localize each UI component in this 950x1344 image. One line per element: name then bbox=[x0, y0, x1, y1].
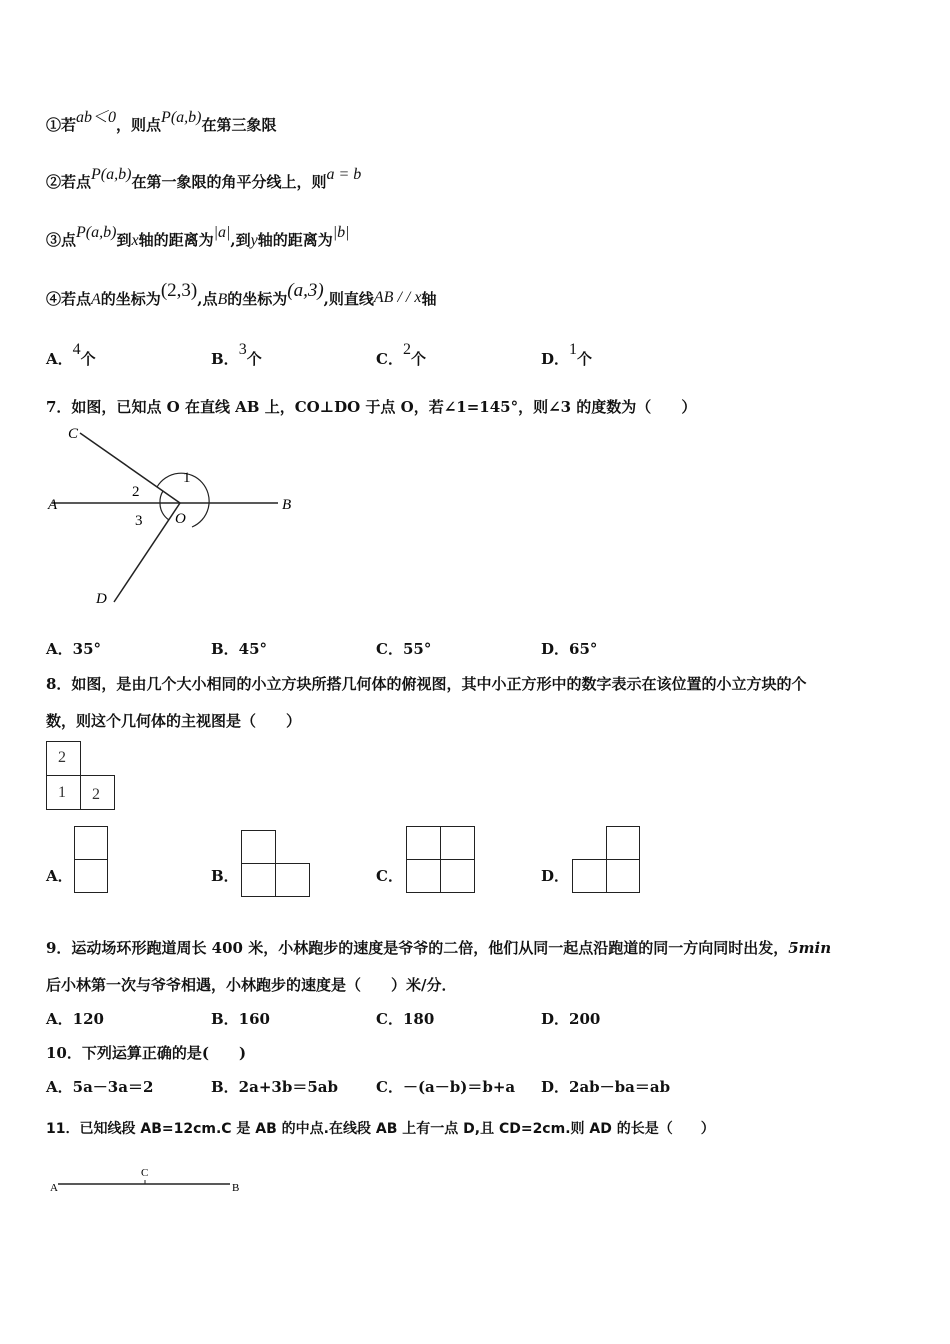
q10-option-b[interactable]: B．2a+3b＝5ab bbox=[211, 1078, 338, 1096]
math: |a| bbox=[213, 224, 231, 241]
angle-2-arc bbox=[160, 491, 163, 503]
cube-face bbox=[606, 826, 640, 860]
q9-stem-line-1 bbox=[46, 937, 831, 958]
letter: B． bbox=[211, 350, 239, 368]
label-a: A bbox=[48, 497, 58, 513]
math: P(a,b) bbox=[91, 166, 132, 183]
cell-count: 1 bbox=[58, 784, 66, 801]
q9-option-b[interactable]: B．160 bbox=[211, 1010, 270, 1028]
q6-statement-4 bbox=[46, 280, 437, 310]
cube-face bbox=[572, 859, 607, 893]
unit: 个 bbox=[80, 350, 96, 368]
math: |b| bbox=[332, 224, 350, 241]
grid-cell-top bbox=[46, 741, 81, 776]
q7-figure bbox=[40, 420, 310, 610]
text: 在第一象限的角平分线上，则 bbox=[131, 173, 327, 191]
q6-option-a[interactable] bbox=[46, 341, 96, 369]
unit: 个 bbox=[246, 350, 262, 368]
q6-statement-3 bbox=[46, 224, 350, 250]
text: 轴的距离为 bbox=[138, 231, 214, 249]
math: A bbox=[91, 291, 101, 308]
text: ④若点 bbox=[46, 290, 92, 308]
text: ，则点 bbox=[116, 116, 162, 134]
text: 到 bbox=[116, 231, 132, 249]
q7-option-d[interactable]: D．65° bbox=[541, 640, 598, 658]
cell-count: 2 bbox=[58, 749, 66, 766]
text: 轴 bbox=[421, 290, 437, 308]
math: AB / / x bbox=[373, 289, 422, 306]
value: 3 bbox=[238, 341, 247, 358]
cell-count: 2 bbox=[92, 786, 100, 803]
q9-option-a[interactable]: A．120 bbox=[46, 1010, 104, 1028]
q9-option-d[interactable]: D．200 bbox=[541, 1010, 601, 1028]
cube-face bbox=[74, 826, 108, 860]
label-a: A bbox=[50, 1182, 58, 1194]
label-angle-1: 1 bbox=[183, 470, 191, 486]
math: (2,3) bbox=[160, 280, 198, 301]
text: ,点 bbox=[197, 290, 218, 308]
cube-face bbox=[606, 859, 640, 893]
cube-face bbox=[241, 830, 276, 864]
angle-3-arc bbox=[160, 503, 169, 520]
q8-stem-line-1: 8．如图，是由几个大小相同的小立方块所搭几何体的俯视图，其中小正方形中的数字表示在该位置的小立方块的个 bbox=[46, 675, 807, 693]
cube-face bbox=[74, 859, 108, 893]
label-c: C bbox=[68, 426, 79, 442]
cube-face bbox=[275, 863, 310, 897]
letter: D． bbox=[541, 350, 570, 368]
q10-option-a[interactable]: A．5a－3a＝2 bbox=[46, 1078, 154, 1096]
letter: A． bbox=[46, 350, 73, 368]
math: 5min bbox=[788, 939, 832, 957]
text: 在第三象限 bbox=[201, 116, 277, 134]
cube-face bbox=[440, 859, 475, 893]
q9-stem-line-2: 后小林第一次与爷爷相遇，小林跑步的速度是（ ）米/分． bbox=[46, 976, 457, 994]
value: 1 bbox=[569, 341, 578, 358]
q11-figure bbox=[44, 1160, 254, 1200]
math: (a,3) bbox=[287, 280, 324, 301]
q6-option-d[interactable] bbox=[541, 341, 593, 369]
math: a = b bbox=[326, 166, 362, 183]
value: 2 bbox=[402, 341, 411, 358]
q8-option-b[interactable]: B． bbox=[211, 867, 239, 885]
ray-od bbox=[114, 503, 180, 602]
q7-option-a[interactable]: A．35° bbox=[46, 640, 102, 658]
math: P(a,b) bbox=[76, 224, 117, 241]
cube-face bbox=[241, 863, 276, 897]
math: y bbox=[250, 232, 258, 249]
text: ,到 bbox=[230, 231, 251, 249]
q6-statement-2 bbox=[46, 166, 362, 192]
q9-option-c[interactable]: C．180 bbox=[376, 1010, 435, 1028]
text: 的坐标为 bbox=[100, 290, 161, 308]
text: ②若点 bbox=[46, 173, 92, 191]
label-o: O bbox=[175, 511, 186, 527]
cube-face bbox=[406, 826, 441, 860]
q10-option-d[interactable]: D．2ab－ba＝ab bbox=[541, 1078, 671, 1096]
q11-stem: 11．已知线段 AB=12cm.C 是 AB 的中点.在线段 AB 上有一点 D,且 CD=2cm.则 AD 的长是（ ） bbox=[46, 1121, 715, 1137]
grid-cell-bottom-right bbox=[80, 775, 115, 810]
q6-statement-1 bbox=[46, 109, 277, 135]
label-b: B bbox=[282, 497, 292, 513]
q7-option-b[interactable]: B．45° bbox=[211, 640, 268, 658]
label-angle-2: 2 bbox=[132, 484, 140, 500]
label-angle-3: 3 bbox=[135, 513, 143, 529]
q10-option-c[interactable]: C．－(a－b)＝b+a bbox=[376, 1078, 516, 1096]
text: ,则直线 bbox=[323, 290, 374, 308]
math: ab＜0 bbox=[76, 109, 117, 126]
label-c: C bbox=[141, 1167, 149, 1179]
cube-face bbox=[406, 859, 441, 893]
q10-stem: 10．下列运算正确的是( ) bbox=[46, 1044, 247, 1062]
q8-option-c[interactable]: C． bbox=[376, 867, 403, 885]
math: P(a,b) bbox=[161, 109, 202, 126]
text: 9．运动场环形跑道周长 400 米，小林跑步的速度是爷爷的二倍，他们从同一起点沿跑道的同一方向同时出发， bbox=[46, 939, 789, 957]
ray-oc bbox=[80, 433, 180, 503]
text: ①若 bbox=[46, 116, 77, 134]
math: x bbox=[131, 232, 139, 249]
value: 4 bbox=[72, 341, 81, 358]
q7-option-c[interactable]: C．55° bbox=[376, 640, 432, 658]
cube-face bbox=[440, 826, 475, 860]
label-b: B bbox=[232, 1182, 240, 1194]
label-d: D bbox=[96, 591, 107, 607]
q6-option-b[interactable] bbox=[211, 341, 262, 369]
q8-option-a[interactable]: A． bbox=[46, 867, 73, 885]
letter: C． bbox=[376, 350, 403, 368]
unit: 个 bbox=[410, 350, 426, 368]
grid-cell-bottom-left bbox=[46, 775, 81, 810]
text: 的坐标为 bbox=[227, 290, 288, 308]
text: ③点 bbox=[46, 231, 77, 249]
unit: 个 bbox=[577, 350, 593, 368]
q7-stem: 7．如图，已知点 O 在直线 AB 上，CO⊥DO 于点 O，若∠1=145°，则∠3 的度数为（ ） bbox=[46, 398, 697, 416]
q6-option-c[interactable] bbox=[376, 341, 426, 369]
text: 轴的距离为 bbox=[257, 231, 333, 249]
q8-stem-line-2: 数，则这个几何体的主视图是（ ） bbox=[46, 712, 302, 730]
math: B bbox=[217, 291, 228, 308]
q8-option-d[interactable]: D． bbox=[541, 867, 570, 885]
